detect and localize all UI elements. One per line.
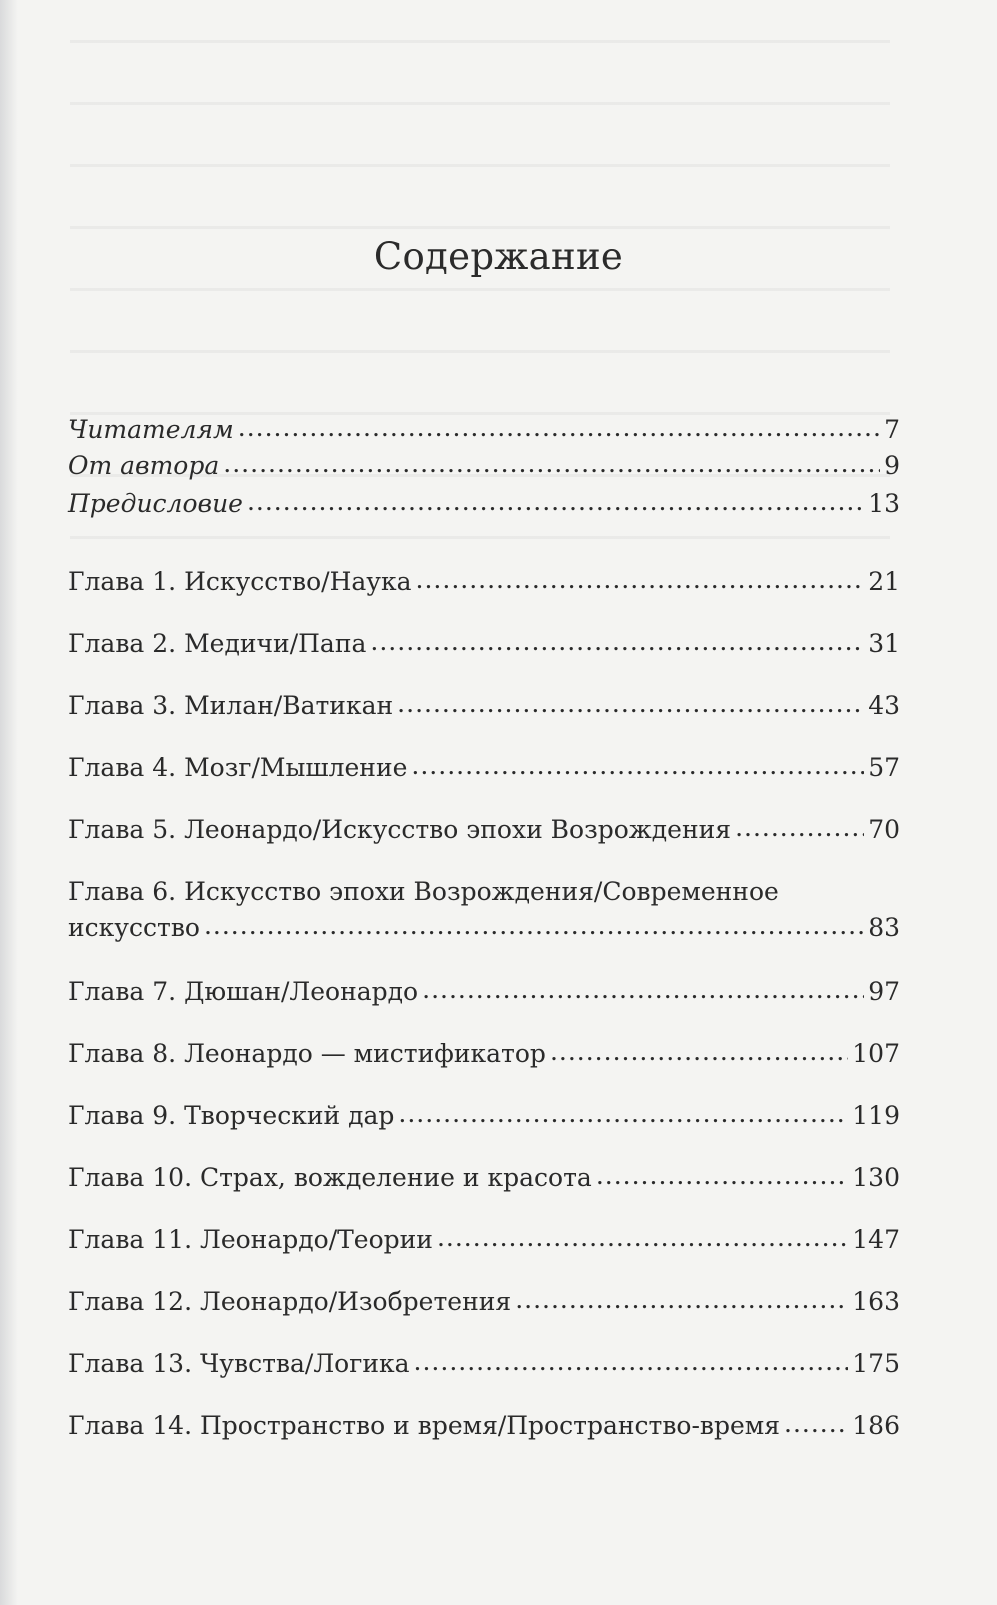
toc-page-number: 21 [868, 567, 900, 596]
dot-leader [550, 1034, 848, 1070]
toc-entry-label: Глава 12. Леонардо/Изобретения [68, 1287, 512, 1316]
dot-leader [735, 810, 864, 846]
dot-leader [437, 1220, 848, 1256]
dot-leader [223, 446, 880, 482]
toc-page-number: 7 [884, 415, 900, 444]
toc-page-number: 130 [852, 1163, 900, 1192]
toc-entry-chapter-5[interactable] [68, 812, 900, 848]
toc-entry-label: Глава 10. Страх, вожделение и красота [68, 1163, 592, 1192]
toc-entry-label: Глава 1. Искусство/Наука [68, 567, 412, 596]
toc-entry-chapter-4[interactable] [68, 750, 900, 786]
toc-entry-chapter-6[interactable] [68, 874, 900, 946]
toc-page-number: 83 [868, 913, 900, 942]
toc-entry-label: Глава 3. Милан/Ватикан [68, 691, 394, 720]
toc-entry-chapter-9[interactable] [68, 1098, 900, 1134]
toc-page-number: 31 [868, 629, 900, 658]
toc-page-number: 175 [852, 1349, 900, 1378]
dot-leader [784, 1406, 848, 1442]
toc-entry-label: Глава 5. Леонардо/Искусство эпохи Возрождения [68, 815, 732, 844]
toc-entry-chapter-8[interactable] [68, 1036, 900, 1072]
toc-entry-chapter-12[interactable] [68, 1284, 900, 1320]
toc-page-number: 147 [852, 1225, 900, 1254]
dot-leader [397, 686, 864, 722]
toc-entry-label: Глава 14. Пространство и время/Пространство-время [68, 1411, 781, 1440]
toc-entry-label: От автора [68, 451, 220, 480]
toc-page-number: 186 [852, 1411, 900, 1440]
toc-entry-label: Глава 13. Чувства/Логика [68, 1349, 410, 1378]
toc-entry-label: Глава 2. Медичи/Папа [68, 629, 367, 658]
toc-entry-label: Предисловие [68, 489, 243, 518]
dot-leader [411, 748, 864, 784]
toc-entry-chapter-1[interactable] [68, 564, 900, 600]
toc-entry-label: Глава 11. Леонардо/Теории [68, 1225, 433, 1254]
toc-entry-from-author[interactable] [68, 448, 900, 484]
dot-leader [370, 624, 864, 660]
toc-page-number: 9 [884, 451, 900, 480]
page-title: Содержание [373, 234, 624, 278]
dot-leader [414, 1344, 849, 1380]
toc-entry-chapter-14[interactable] [68, 1408, 900, 1444]
toc-entry-label: Глава 7. Дюшан/Леонардо [68, 977, 419, 1006]
toc-entry-label: Читателям [68, 415, 234, 444]
toc-entry-label-line2: искусство [68, 913, 200, 942]
dot-leader [596, 1158, 848, 1194]
toc-entry-chapter-7[interactable] [68, 974, 900, 1010]
toc-page-number: 119 [852, 1101, 900, 1130]
toc-entry-label: Глава 8. Леонардо — мистификатор [68, 1039, 546, 1068]
toc-entry-chapter-10[interactable] [68, 1160, 900, 1196]
toc-entry-label: Глава 4. Мозг/Мышление [68, 753, 408, 782]
dot-leader [398, 1096, 848, 1132]
toc-entry-chapter-3[interactable] [68, 688, 900, 724]
toc-page-number: 57 [868, 753, 900, 782]
toc-entry-preface[interactable] [68, 486, 900, 522]
toc-entry-label-line1: Глава 6. Искусство эпохи Возрождения/Современное [68, 877, 779, 906]
dot-leader [416, 562, 865, 598]
toc-entry-chapter-11[interactable] [68, 1222, 900, 1258]
dot-leader [204, 908, 864, 944]
dot-leader [238, 410, 880, 446]
toc-page-number: 97 [868, 977, 900, 1006]
dot-leader [515, 1282, 848, 1318]
toc-page-number: 70 [868, 815, 900, 844]
toc-entry-readers[interactable] [68, 412, 900, 448]
toc-page-number: 43 [868, 691, 900, 720]
toc-page-number: 13 [868, 489, 900, 518]
dot-leader [422, 972, 864, 1008]
dot-leader [247, 484, 864, 520]
toc-entry-chapter-2[interactable] [68, 626, 900, 662]
toc-entry-label: Глава 9. Творческий дар [68, 1101, 395, 1130]
toc-page-number: 163 [852, 1287, 900, 1316]
toc-entry-chapter-13[interactable] [68, 1346, 900, 1382]
toc-page-number: 107 [852, 1039, 900, 1068]
